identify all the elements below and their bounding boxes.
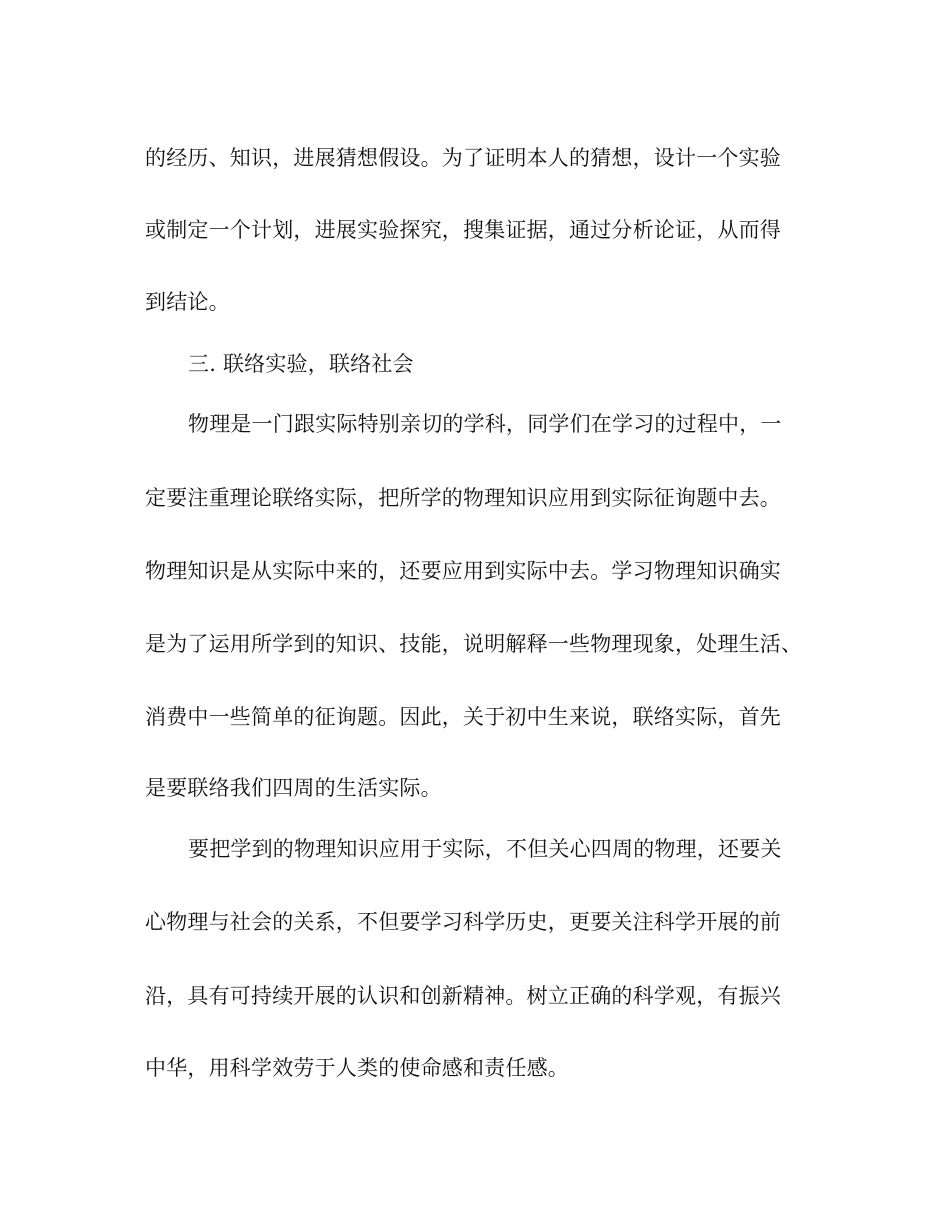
paragraph-line: 物理是一门跟实际特别亲切的学科，同学们在学习的过程中，一 bbox=[188, 412, 782, 436]
paragraph-line: 或制定一个计划，进展实验探究，搜集证据，通过分析论证，从而得 bbox=[145, 218, 781, 242]
paragraph-line: 中华，用科学效劳于人类的使命感和责任感。 bbox=[145, 1056, 569, 1080]
paragraph-line: 要把学到的物理知识应用于实际，不但关心四周的物理，还要关 bbox=[188, 837, 782, 861]
paragraph-line: 沿，具有可持续开展的认识和创新精神。树立正确的科学观，有振兴 bbox=[145, 984, 781, 1008]
paragraph-line: 是为了运用所学到的知识、技能，说明解释一些物理现象，处理生活、 bbox=[145, 632, 803, 656]
paragraph-line: 消费中一些简单的征询题。因此，关于初中生来说，联络实际，首先 bbox=[145, 705, 781, 729]
paragraph-line: 定要注重理论联络实际，把所学的物理知识应用到实际征询题中去。 bbox=[145, 486, 781, 510]
paragraph-line: 到结论。 bbox=[145, 290, 230, 314]
paragraph-line: 的经历、知识，进展猜想假设。为了证明本人的猜想，设计一个实验 bbox=[145, 146, 781, 170]
paragraph-line: 物理知识是从实际中来的，还要应用到实际中去。学习物理知识确实 bbox=[145, 559, 781, 583]
section-heading: 三. 联络实验，联络社会 bbox=[188, 352, 414, 376]
paragraph-line: 是要联络我们四周的生活实际。 bbox=[145, 776, 442, 800]
paragraph-line: 心物理与社会的关系，不但要学习科学历史，更要关注科学开展的前 bbox=[145, 910, 781, 934]
